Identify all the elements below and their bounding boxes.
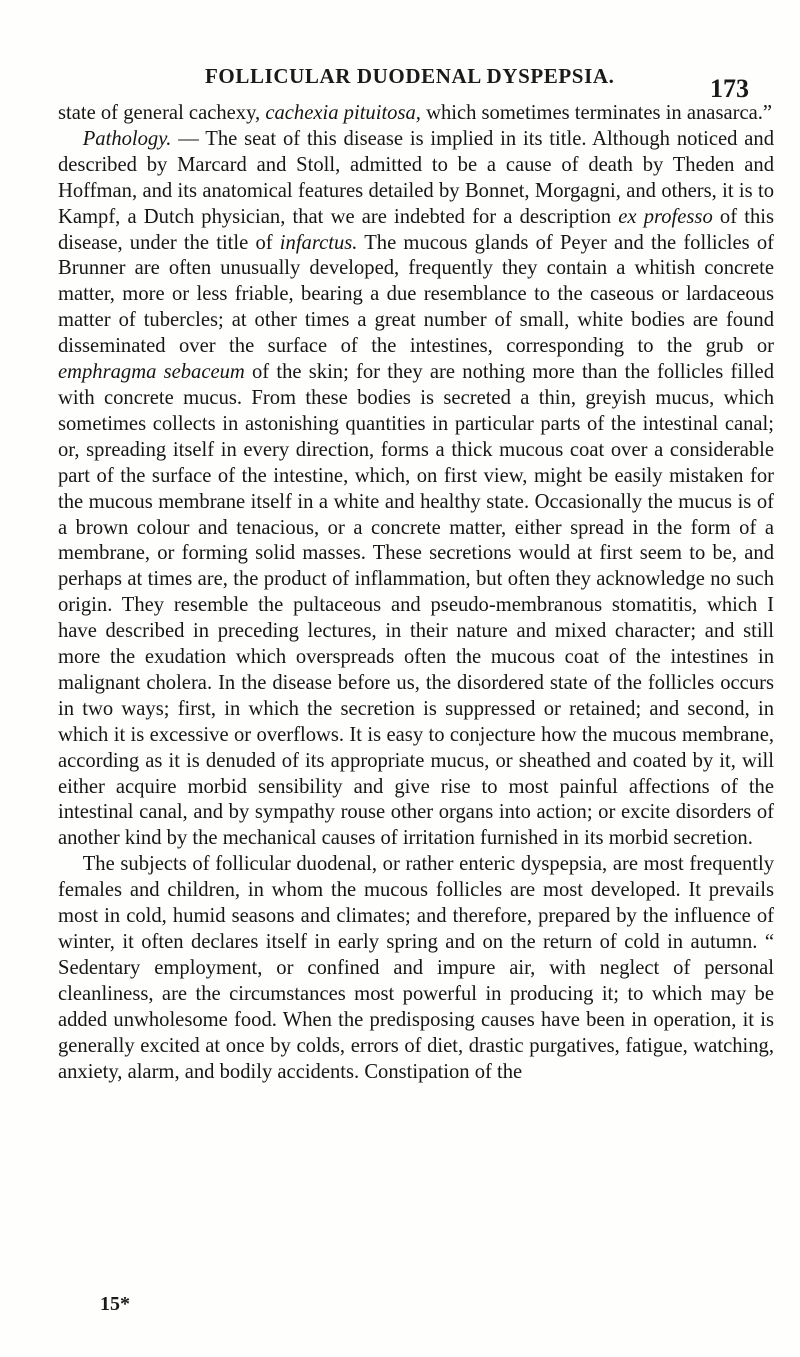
- paragraph: [58, 101, 774, 127]
- running-head: FOLLICULAR DUODENAL DYSPEPSIA.: [205, 64, 615, 88]
- italic-term: ex professo: [618, 205, 713, 228]
- page-header: [0, 62, 800, 102]
- text-run: — The seat of this disease is implied in its title. Although noticed and described by Marcard and Stoll, admitted to be a cause of death by Theden and Hoffman, and its anatomical features detailed by Bonnet, Morgagni, and others, it is to Kampf, a Dutch physician, that we are indebted for a description: [58, 127, 774, 228]
- text-run: The mucous glands of Peyer and the follicles of Brunner are often unusually developed, frequently they contain a whitish concrete matter, more or less friable, bearing a due resemblance to the caseous or lardaceous matter of tubercles; at other times a great number of small, white bodies are found disseminated over the surface of the intestines, corresponding to the grub or: [58, 231, 774, 358]
- italic-term: emphragma sebaceum: [58, 361, 245, 384]
- text-run: of this disease, under the title of: [58, 205, 774, 254]
- signature-mark: 15*: [100, 1293, 130, 1315]
- paragraph-subjects: [58, 852, 774, 1085]
- text-run: which sometimes terminates in anasarca.”: [420, 102, 773, 124]
- text-run: state of general cachexy,: [58, 102, 266, 124]
- section-heading-pathology: Pathology.: [82, 127, 172, 150]
- italic-term: infarctus.: [279, 231, 358, 254]
- text-run: of the skin; for they are nothing more than the follicles filled with concrete mucus. From these bodies is secreted a thin, greyish mucus, which sometimes collects in astonishing quantities in particular parts of the intestinal canal; or, spreading itself in every direction, forms a thick mucous coat over a considerable part of the surface of the intestine, which, on first view, might be easily mistaken for the mucous membrane itself in a white and healthy state. Occasionally the mucus is of a brown colour and tenacious, or a concrete matter, either spread in the form of a membrane, or forming solid masses. These secretions would at first seem to be, and perhaps at times are, the product of inflammation, but often they acknowledge no such origin. They resemble the pultaceous and pseudo-membranous stomatitis, which I have described in preceding lectures, in their nature and mixed character; and still more the exudation which overspreads often the mucous coat of the intestines in malignant cholera. In the disease before us, the disordered state of the follicles occurs in two ways; first, in which the secretion is suppressed or retained; and second, in which it is excessive or overflows. It is easy to conjecture how the mucous membrane, according as it is denuded of its appropriate mucus, or sheathed and coated by it, will either acquire morbid sensibility and give rise to most painful affections of the intestinal canal, and by sympathy rouse other organs into action; or excite disorders of another kind by the mechanical causes of irritation furnished in its morbid secretion.: [58, 361, 774, 850]
- body-text: [58, 101, 774, 1085]
- page-number: 173: [710, 74, 749, 103]
- italic-term: cachexia pituitosa,: [265, 102, 421, 124]
- paragraph-pathology: [58, 127, 774, 852]
- text-run: The subjects of follicular duodenal, or rather enteric dyspepsia, are most frequently females and children, in whom the mucous follicles are most developed. It prevails most in cold, humid seasons and climates; and therefore, prepared by the influence of winter, it often declares itself in early spring and on the return of cold in autumn. “ Sedentary employment, or confined and impure air, with neglect of personal cleanliness, are the circumstances most powerful in producing it; to which may be added unwholesome food. When the predisposing causes have been in operation, it is generally excited at once by colds, errors of diet, drastic purgatives, fatigue, watching, anxiety, alarm, and bodily accidents. Constipation of the: [58, 853, 774, 1083]
